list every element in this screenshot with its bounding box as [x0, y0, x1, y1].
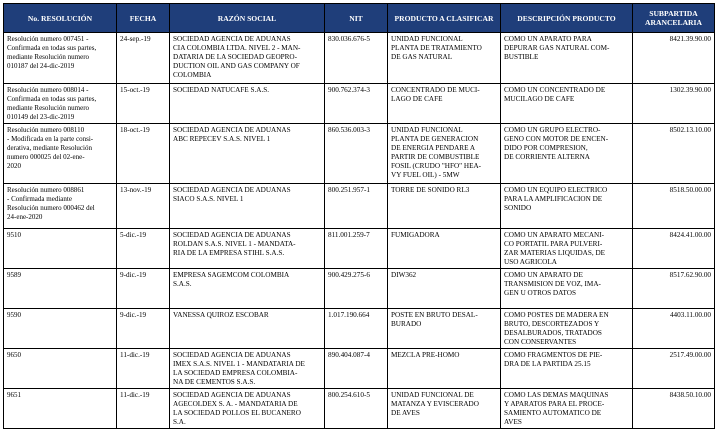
- cell-fecha: 9-dic.-19: [117, 269, 170, 309]
- cell-razon-social: [170, 84, 325, 124]
- cell-line: DRA DE LA PARTIDA 25.15: [504, 360, 591, 368]
- cell-line: COLOMBIA: [173, 71, 212, 79]
- cell-nit: 800.251.957-1: [325, 184, 388, 229]
- cell-line: 010187 del 24-dic-2019: [7, 62, 75, 70]
- cell-line: SIACO S.A.S. NIVEL 1: [173, 195, 244, 203]
- cell-line: COMO LAS DEMAS MAQUINAS: [504, 391, 609, 399]
- cell-line: 9651: [7, 391, 21, 399]
- cell-line: PARTIR DE COMBUSTIBLE: [391, 153, 480, 161]
- cell-razon-social: [170, 33, 325, 84]
- table-row: [4, 184, 715, 229]
- cell-subpartida: 8421.39.90.00: [633, 33, 715, 84]
- cell-line: RIA DE LA EMPRESA STIHL S.A.S.: [173, 249, 285, 257]
- cell-fecha: 18-oct.-19: [117, 124, 170, 184]
- table-row: [4, 229, 715, 269]
- cell-descripcion: [501, 389, 633, 429]
- cell-razon-social: [170, 124, 325, 184]
- cell-line: - Confirmada mediante: [7, 195, 72, 203]
- cell-line: MATANZA Y EVISCERADO: [391, 400, 479, 408]
- cell-line: SOCIEDAD AGENCIA DE ADUANAS: [173, 126, 291, 134]
- table-row: [4, 33, 715, 84]
- cell-line: SOCIEDAD AGENCIA DE ADUANAS: [173, 231, 291, 239]
- cell-line: PLANTA DE TRATAMIENTO: [391, 44, 482, 52]
- cell-line: 9590: [7, 311, 21, 319]
- cell-line: TRANSMISION DE VOZ, IMA-: [504, 280, 601, 288]
- header-subpartida: [633, 4, 715, 33]
- cell-line: derativa, mediante Resolución: [7, 144, 92, 152]
- cell-resolucion: [4, 309, 117, 349]
- cell-resolucion: [4, 349, 117, 389]
- cell-nit: 860.536.003-3: [325, 124, 388, 184]
- cell-line: SAMIENTO AUTOMATICO DE: [504, 409, 602, 417]
- cell-line: UNIDAD FUNCIONAL: [391, 126, 463, 134]
- table-row: [4, 269, 715, 309]
- cell-nit: 900.429.275-6: [325, 269, 388, 309]
- cell-resolucion: [4, 389, 117, 429]
- cell-line: 010149 del 23-dic-2019: [7, 113, 75, 121]
- cell-fecha: 11-dic.-19: [117, 349, 170, 389]
- cell-line: ROLDAN S.A.S. NIVEL 1 - MANDATA-: [173, 240, 296, 248]
- cell-razon-social: [170, 269, 325, 309]
- cell-line: Resolución numero 008014 -: [7, 86, 89, 94]
- cell-line: FOSIL (CRUDO "HFO" HEA-: [391, 162, 482, 170]
- cell-subpartida: 8502.13.10.00: [633, 124, 715, 184]
- cell-line: Y APARATOS PARA EL PROCE-: [504, 400, 605, 408]
- header-descripcion: DESCRIPCIÓN PRODUCTO: [501, 4, 633, 33]
- cell-line: DE AVES: [391, 409, 420, 417]
- cell-line: 2020: [7, 162, 21, 170]
- cell-producto: [388, 124, 501, 184]
- cell-line: mediante Resolución numero: [7, 104, 90, 112]
- cell-line: DE ENERGIA PENDARE A: [391, 144, 476, 152]
- table-row: [4, 349, 715, 389]
- cell-descripcion: [501, 349, 633, 389]
- cell-line: FUMIGADORA: [391, 231, 440, 239]
- cell-nit: 811.001.259-7: [325, 229, 388, 269]
- cell-descripcion: [501, 309, 633, 349]
- cell-subpartida: 8424.41.00.00: [633, 229, 715, 269]
- cell-line: DATARIA DE LA SOCIEDAD GEOPRO-: [173, 53, 298, 61]
- cell-line: S.A.S.: [173, 280, 192, 288]
- cell-producto: [388, 389, 501, 429]
- cell-producto: [388, 33, 501, 84]
- cell-line: DE GAS NATURAL: [391, 53, 453, 61]
- cell-line: DIDO POR COMPRESION,: [504, 144, 588, 152]
- cell-resolucion: [4, 33, 117, 84]
- cell-line: DUCTION OIL AND GAS COMPANY OF: [173, 62, 300, 70]
- cell-line: S.A.: [173, 418, 186, 426]
- cell-line: CONCENTRADO DE MUCI-: [391, 86, 480, 94]
- cell-line: Confirmada en todas sus partes,: [7, 95, 97, 103]
- resolution-table: [3, 3, 715, 429]
- cell-line: DEPURAR GAS NATURAL COM-: [504, 44, 610, 52]
- cell-razon-social: [170, 389, 325, 429]
- cell-line: CIA COLOMBIA LTDA. NIVEL 2 - MAN-: [173, 44, 301, 52]
- cell-line: SONIDO: [504, 204, 532, 212]
- cell-line: DIW362: [391, 271, 417, 279]
- cell-nit: 890.404.087-4: [325, 349, 388, 389]
- cell-line: DE CORRIENTE ALTERNA: [504, 153, 590, 161]
- cell-line: DESALBURADOS, TRATADOS: [504, 329, 602, 337]
- cell-razon-social: [170, 309, 325, 349]
- cell-line: ZAR MATERIAS LIQUIDAS, DE: [504, 249, 606, 257]
- header-producto: PRODUCTO A CLASIFICAR: [388, 4, 501, 33]
- cell-fecha: 24-sep.-19: [117, 33, 170, 84]
- table-row: [4, 309, 715, 349]
- cell-line: GEN U OTROS DATOS: [504, 289, 576, 297]
- cell-descripcion: [501, 124, 633, 184]
- resolution-table-container: [3, 3, 715, 429]
- cell-resolucion: [4, 269, 117, 309]
- cell-nit: 1.017.190.664: [325, 309, 388, 349]
- cell-producto: [388, 269, 501, 309]
- cell-producto: [388, 229, 501, 269]
- cell-line: SOCIEDAD AGENCIA DE ADUANAS: [173, 35, 291, 43]
- cell-resolucion: [4, 184, 117, 229]
- cell-fecha: 9-dic.-19: [117, 309, 170, 349]
- cell-fecha: 5-dic.-19: [117, 229, 170, 269]
- cell-line: COMO UN EQUIPO ELECTRICO: [504, 186, 608, 194]
- cell-line: BRUTO, DESCORTEZADOS Y: [504, 320, 600, 328]
- cell-subpartida: 8438.50.10.00: [633, 389, 715, 429]
- cell-line: VANESSA QUIROZ ESCOBAR: [173, 311, 269, 319]
- cell-line: UNIDAD FUNCIONAL DE: [391, 391, 474, 399]
- cell-line: ABC REPECEV S.A.S. NIVEL 1: [173, 135, 271, 143]
- cell-line: LA SOCIEDAD EMPRESA COLOMBIA-: [173, 369, 298, 377]
- cell-subpartida: 8517.62.90.00: [633, 269, 715, 309]
- cell-line: COMO FRAGMENTOS DE PIE-: [504, 351, 603, 359]
- cell-line: Resolución numero 008861: [7, 186, 85, 194]
- cell-razon-social: [170, 184, 325, 229]
- cell-line: POSTE EN BRUTO DESAL-: [391, 311, 478, 319]
- cell-line: Resolución numero 008110: [7, 126, 85, 134]
- cell-line: AGECOLDEX S. A. - MANDATARIA DE: [173, 400, 298, 408]
- header-subpartida-line2: ARANCELARIA: [645, 18, 702, 27]
- cell-subpartida: 8518.50.00.00: [633, 184, 715, 229]
- cell-producto: [388, 84, 501, 124]
- cell-razon-social: [170, 349, 325, 389]
- cell-descripcion: [501, 229, 633, 269]
- header-fecha: FECHA: [117, 4, 170, 33]
- cell-producto: [388, 184, 501, 229]
- cell-line: AVES: [504, 418, 522, 426]
- table-row: [4, 124, 715, 184]
- cell-nit: 830.036.676-5: [325, 33, 388, 84]
- table-body: [4, 33, 715, 429]
- cell-line: 9650: [7, 351, 21, 359]
- cell-line: SOCIEDAD NATUCAFE S.A.S.: [173, 86, 270, 94]
- cell-line: PLANTA DE GENERACION: [391, 135, 479, 143]
- cell-line: COMO UN APARATO PARA: [504, 35, 592, 43]
- cell-line: COMO UN CONCENTRADO DE: [504, 86, 606, 94]
- cell-resolucion: [4, 124, 117, 184]
- cell-line: USO AGRICOLA: [504, 258, 557, 266]
- cell-descripcion: [501, 269, 633, 309]
- table-header-row: [4, 4, 715, 33]
- header-subpartida-line1: SUBPARTIDA: [649, 9, 698, 18]
- cell-line: EMPRESA SAGEMCOM COLOMBIA: [173, 271, 290, 279]
- cell-descripcion: [501, 184, 633, 229]
- cell-line: TORRE DE SONIDO RL3: [391, 186, 470, 194]
- cell-subpartida: 2517.49.00.00: [633, 349, 715, 389]
- cell-fecha: 13-nov.-19: [117, 184, 170, 229]
- cell-fecha: 15-oct.-19: [117, 84, 170, 124]
- cell-line: mediante Resolución numero: [7, 53, 90, 61]
- cell-line: BURADO: [391, 320, 422, 328]
- table-row: [4, 389, 715, 429]
- header-nit: NIT: [325, 4, 388, 33]
- cell-subpartida: 4403.11.00.00: [633, 309, 715, 349]
- cell-producto: [388, 349, 501, 389]
- cell-razon-social: [170, 229, 325, 269]
- cell-line: BUSTIBLE: [504, 53, 539, 61]
- table-row: [4, 84, 715, 124]
- cell-line: 9589: [7, 271, 21, 279]
- cell-line: UNIDAD FUNCIONAL: [391, 35, 463, 43]
- cell-line: Resolución numero 007451 -: [7, 35, 89, 43]
- cell-line: COMO UN APARATO MECANI-: [504, 231, 605, 239]
- cell-line: VY FUEL OIL) - 5MW: [391, 171, 460, 179]
- cell-line: CO PORTATIL PARA PULVERI-: [504, 240, 603, 248]
- cell-line: MEZCLA PRE-HOMO: [391, 351, 460, 359]
- cell-line: NA DE CEMENTOS S.A.S.: [173, 378, 256, 386]
- header-razon-social: RAZÓN SOCIAL: [170, 4, 325, 33]
- cell-descripcion: [501, 33, 633, 84]
- cell-nit: 900.762.374-3: [325, 84, 388, 124]
- cell-subpartida: 1302.39.90.00: [633, 84, 715, 124]
- cell-line: SOCIEDAD AGENCIA DE ADUANAS: [173, 186, 291, 194]
- cell-line: 9510: [7, 231, 21, 239]
- cell-line: COMO UN APARATO DE: [504, 271, 583, 279]
- cell-line: LA SOCIEDAD POLLOS EL BUCANERO: [173, 409, 301, 417]
- cell-line: Resolución numero 000462 del: [7, 204, 95, 212]
- cell-line: Confirmada en todas sus partes,: [7, 44, 97, 52]
- cell-resolucion: [4, 84, 117, 124]
- cell-line: GENO CON MOTOR DE ENCEN-: [504, 135, 609, 143]
- cell-descripcion: [501, 84, 633, 124]
- cell-line: numero 000025 del 02-ene-: [7, 153, 85, 161]
- cell-line: MUCILAGO DE CAFE: [504, 95, 575, 103]
- cell-line: - Modificada en la parte consi-: [7, 135, 94, 143]
- cell-line: PARA LA AMPLIFICACION DE: [504, 195, 603, 203]
- cell-line: 24-ene-2020: [7, 213, 43, 221]
- cell-line: IMEX S.A.S. NIVEL 1 - MANDATARIA DE: [173, 360, 305, 368]
- cell-resolucion: [4, 229, 117, 269]
- cell-producto: [388, 309, 501, 349]
- cell-line: COMO UN GRUPO ELECTRO-: [504, 126, 601, 134]
- cell-fecha: 11-dic.-19: [117, 389, 170, 429]
- cell-line: COMO POSTES DE MADERA EN: [504, 311, 609, 319]
- cell-line: CON CONSERVANTES: [504, 338, 577, 346]
- cell-line: LAGO DE CAFE: [391, 95, 443, 103]
- cell-nit: 800.254.610-5: [325, 389, 388, 429]
- header-resolucion: No. RESOLUCIÓN: [4, 4, 117, 33]
- cell-line: SOCIEDAD AGENCIA DE ADUANAS: [173, 391, 291, 399]
- cell-line: SOCIEDAD AGENCIA DE ADUANAS: [173, 351, 291, 359]
